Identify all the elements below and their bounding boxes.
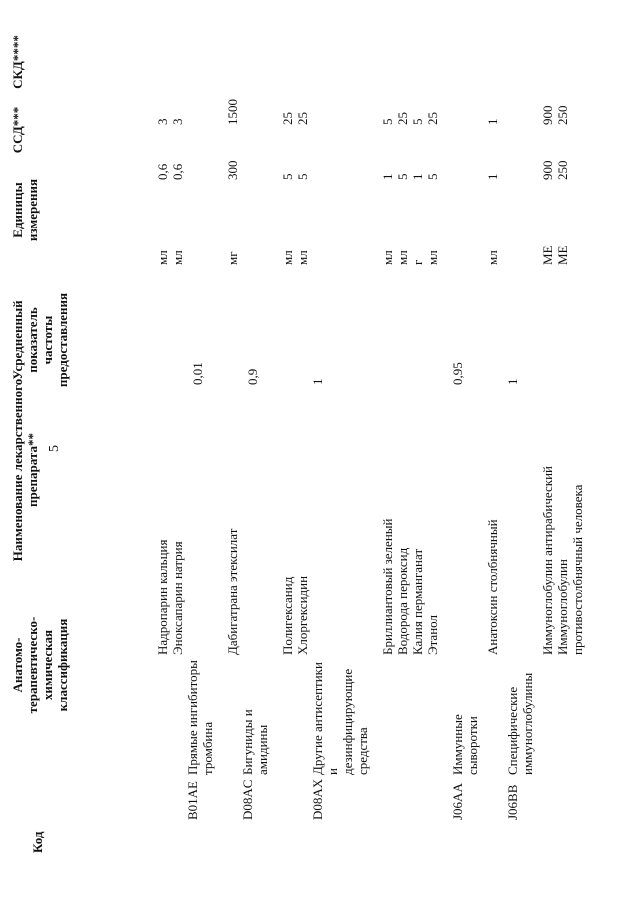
- header-ssd: ССД***: [10, 106, 25, 154]
- header-code: Код: [30, 831, 45, 853]
- drug-unit: мл: [170, 250, 185, 265]
- row-atc: Специфические: [505, 686, 520, 775]
- header-freq-line: показатель: [25, 307, 40, 373]
- row-atc: Иммунные: [450, 714, 465, 775]
- row-atc: и: [325, 768, 340, 775]
- drug-ssd: 5: [280, 173, 295, 180]
- header-freq-line: Усредненный: [10, 300, 25, 380]
- drug-name: Эноксапарин натрия: [170, 541, 185, 655]
- drug-ssd: 5: [295, 173, 310, 180]
- drug-skd: 250: [555, 105, 570, 125]
- drug-ssd: 0,6: [170, 163, 185, 180]
- drug-name: Анатоксин столбнячный: [485, 519, 500, 655]
- header-skd: СКД****: [10, 35, 25, 89]
- drug-name: Дабигатрана этексилат: [225, 528, 240, 655]
- drug-ssd: 300: [225, 160, 240, 180]
- drug-name: Хлоргексидин: [295, 575, 310, 655]
- drug-unit: мл: [485, 250, 500, 265]
- row-freq: 1: [310, 378, 325, 385]
- drug-unit: мл: [280, 250, 295, 265]
- header-units-line: Единицы: [10, 182, 25, 238]
- header-atc-line: терапевтическо-: [25, 616, 40, 714]
- row-atc: Другие антисептики: [310, 662, 325, 775]
- row-freq: 0,95: [450, 362, 465, 385]
- row-freq: 1: [505, 378, 520, 385]
- row-code: B01AE: [185, 781, 200, 820]
- drug-unit: мл: [395, 250, 410, 265]
- row-atc: Бигуниды и: [240, 709, 255, 775]
- header-atc-line: химическая: [40, 629, 55, 701]
- drug-skd: 3: [170, 118, 185, 125]
- row-atc: сыворотки: [465, 716, 480, 775]
- drug-name: Надропарин кальция: [155, 539, 170, 655]
- row-atc: амидины: [255, 724, 270, 775]
- drug-ssd: 0,6: [155, 163, 170, 180]
- header-units-line: измерения: [25, 178, 40, 242]
- row-atc: средства: [355, 727, 370, 775]
- header-freq-line: частоты: [40, 315, 55, 365]
- drug-name: противостолбнячный человека: [570, 484, 585, 655]
- header-atc-line: классификация: [55, 618, 70, 712]
- drug-unit: мл: [425, 250, 440, 265]
- drug-skd: 25: [395, 112, 410, 125]
- drug-name: Водорода пероксид: [395, 547, 410, 655]
- drug-name: Иммуноглобулин антирабический: [540, 466, 555, 655]
- row-atc: иммуноглобулины: [520, 672, 535, 775]
- page-number: 5: [47, 445, 62, 452]
- drug-skd: 5: [380, 118, 395, 125]
- row-freq: 0,01: [190, 362, 205, 385]
- drug-unit: МЕ: [540, 245, 555, 265]
- drug-unit: мл: [295, 250, 310, 265]
- drug-ssd: 5: [425, 173, 440, 180]
- drug-unit: мл: [155, 250, 170, 265]
- drug-skd: 25: [280, 112, 295, 125]
- drug-name: Полигексанид: [280, 576, 295, 655]
- drug-skd: 900: [540, 105, 555, 125]
- row-code: J06BB: [505, 784, 520, 820]
- drug-ssd: 1: [485, 173, 500, 180]
- drug-name: Калия перманганат: [410, 548, 425, 655]
- drug-unit: г: [410, 259, 425, 265]
- drug-ssd: 1: [380, 173, 395, 180]
- drug-skd: 25: [295, 112, 310, 125]
- drug-skd: 25: [425, 112, 440, 125]
- row-code: J06AA: [450, 783, 465, 820]
- drug-unit: мг: [225, 251, 240, 265]
- drug-ssd: 250: [555, 160, 570, 180]
- drug-skd: 1: [485, 118, 500, 125]
- drug-name: Бриллиантовый зеленый: [380, 518, 395, 655]
- drug-unit: МЕ: [555, 245, 570, 265]
- row-atc: тромбина: [200, 721, 215, 775]
- drug-skd: 3: [155, 118, 170, 125]
- row-code: D08AC: [240, 779, 255, 820]
- row-atc: дезинфицирующие: [340, 668, 355, 775]
- drug-ssd: 5: [395, 173, 410, 180]
- drug-ssd: 900: [540, 160, 555, 180]
- row-code: D08AX: [310, 778, 325, 820]
- row-atc: Прямые ингибиторы: [185, 660, 200, 775]
- header-drug-line: препарата**: [25, 433, 40, 507]
- drug-name: Этанол: [425, 615, 440, 655]
- drug-ssd: 1: [410, 173, 425, 180]
- row-freq: 0,9: [245, 368, 260, 385]
- header-freq-line: предоставления: [55, 292, 70, 388]
- header-drug-line: Наименование лекарственного: [10, 378, 25, 562]
- drug-unit: мл: [380, 250, 395, 265]
- drug-skd: 5: [410, 118, 425, 125]
- drug-name: Иммуноглобулин: [555, 559, 570, 655]
- header-atc-line: Анатомо-: [10, 637, 25, 693]
- drug-skd: 1500: [225, 99, 240, 125]
